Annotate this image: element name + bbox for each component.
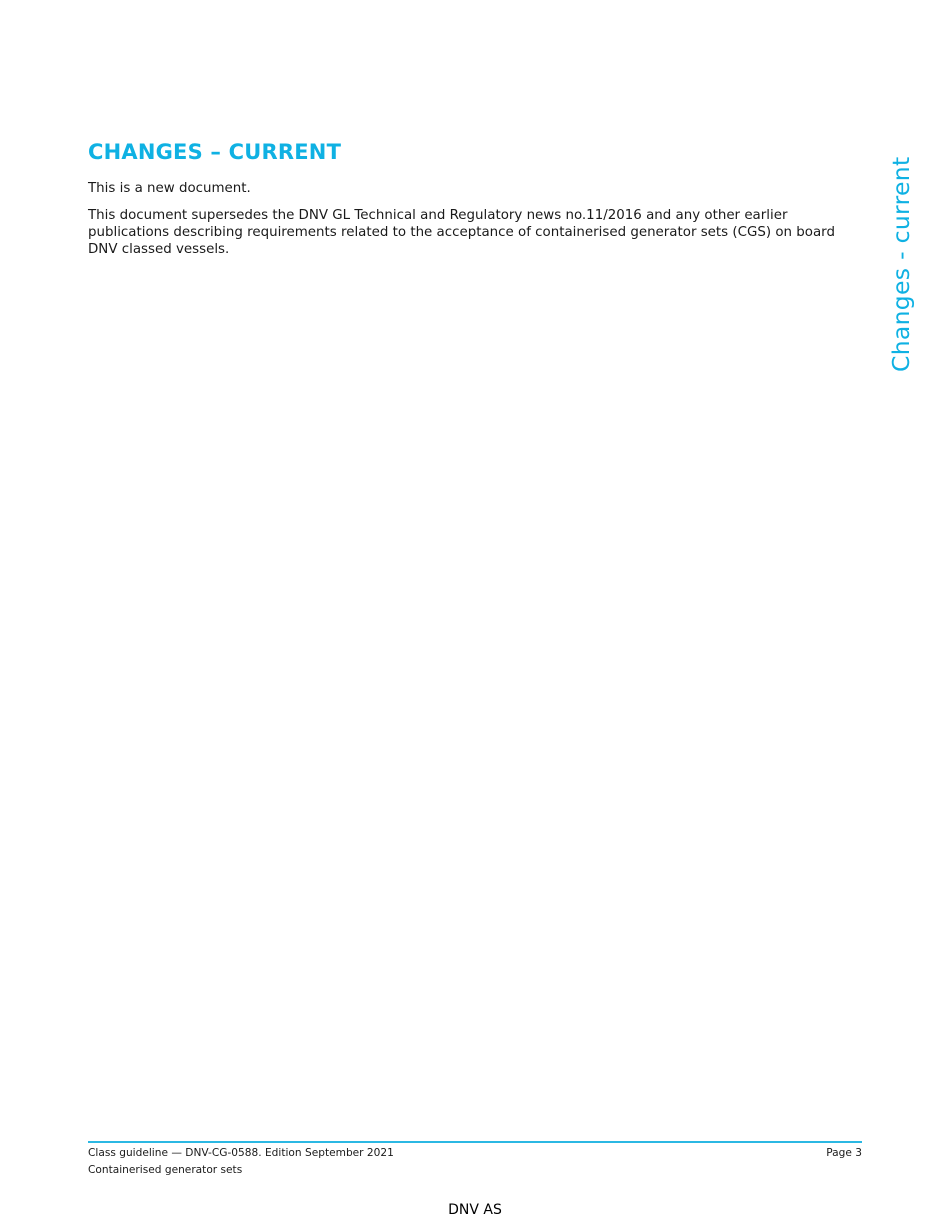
paragraph-supersedes: This document supersedes the DNV GL Technical and Regulatory news no.11/2016 and any other earlier publications describing requirements related to the acceptance of containerised generator sets (CGS) on board DNV classed vessels. xyxy=(88,208,835,257)
company-name: DNV AS xyxy=(448,1202,502,1218)
paragraph-new-document: This is a new document. xyxy=(88,181,251,196)
page-title: CHANGES – CURRENT xyxy=(88,140,342,164)
page-number: Page 3 xyxy=(826,1147,862,1159)
footer-document-title: Containerised generator sets xyxy=(88,1164,243,1176)
footer-divider xyxy=(88,1141,862,1143)
side-section-label: Changes - current xyxy=(887,156,915,372)
footer-document-reference: Class guideline — DNV-CG-0588. Edition September 2021 xyxy=(88,1147,394,1159)
